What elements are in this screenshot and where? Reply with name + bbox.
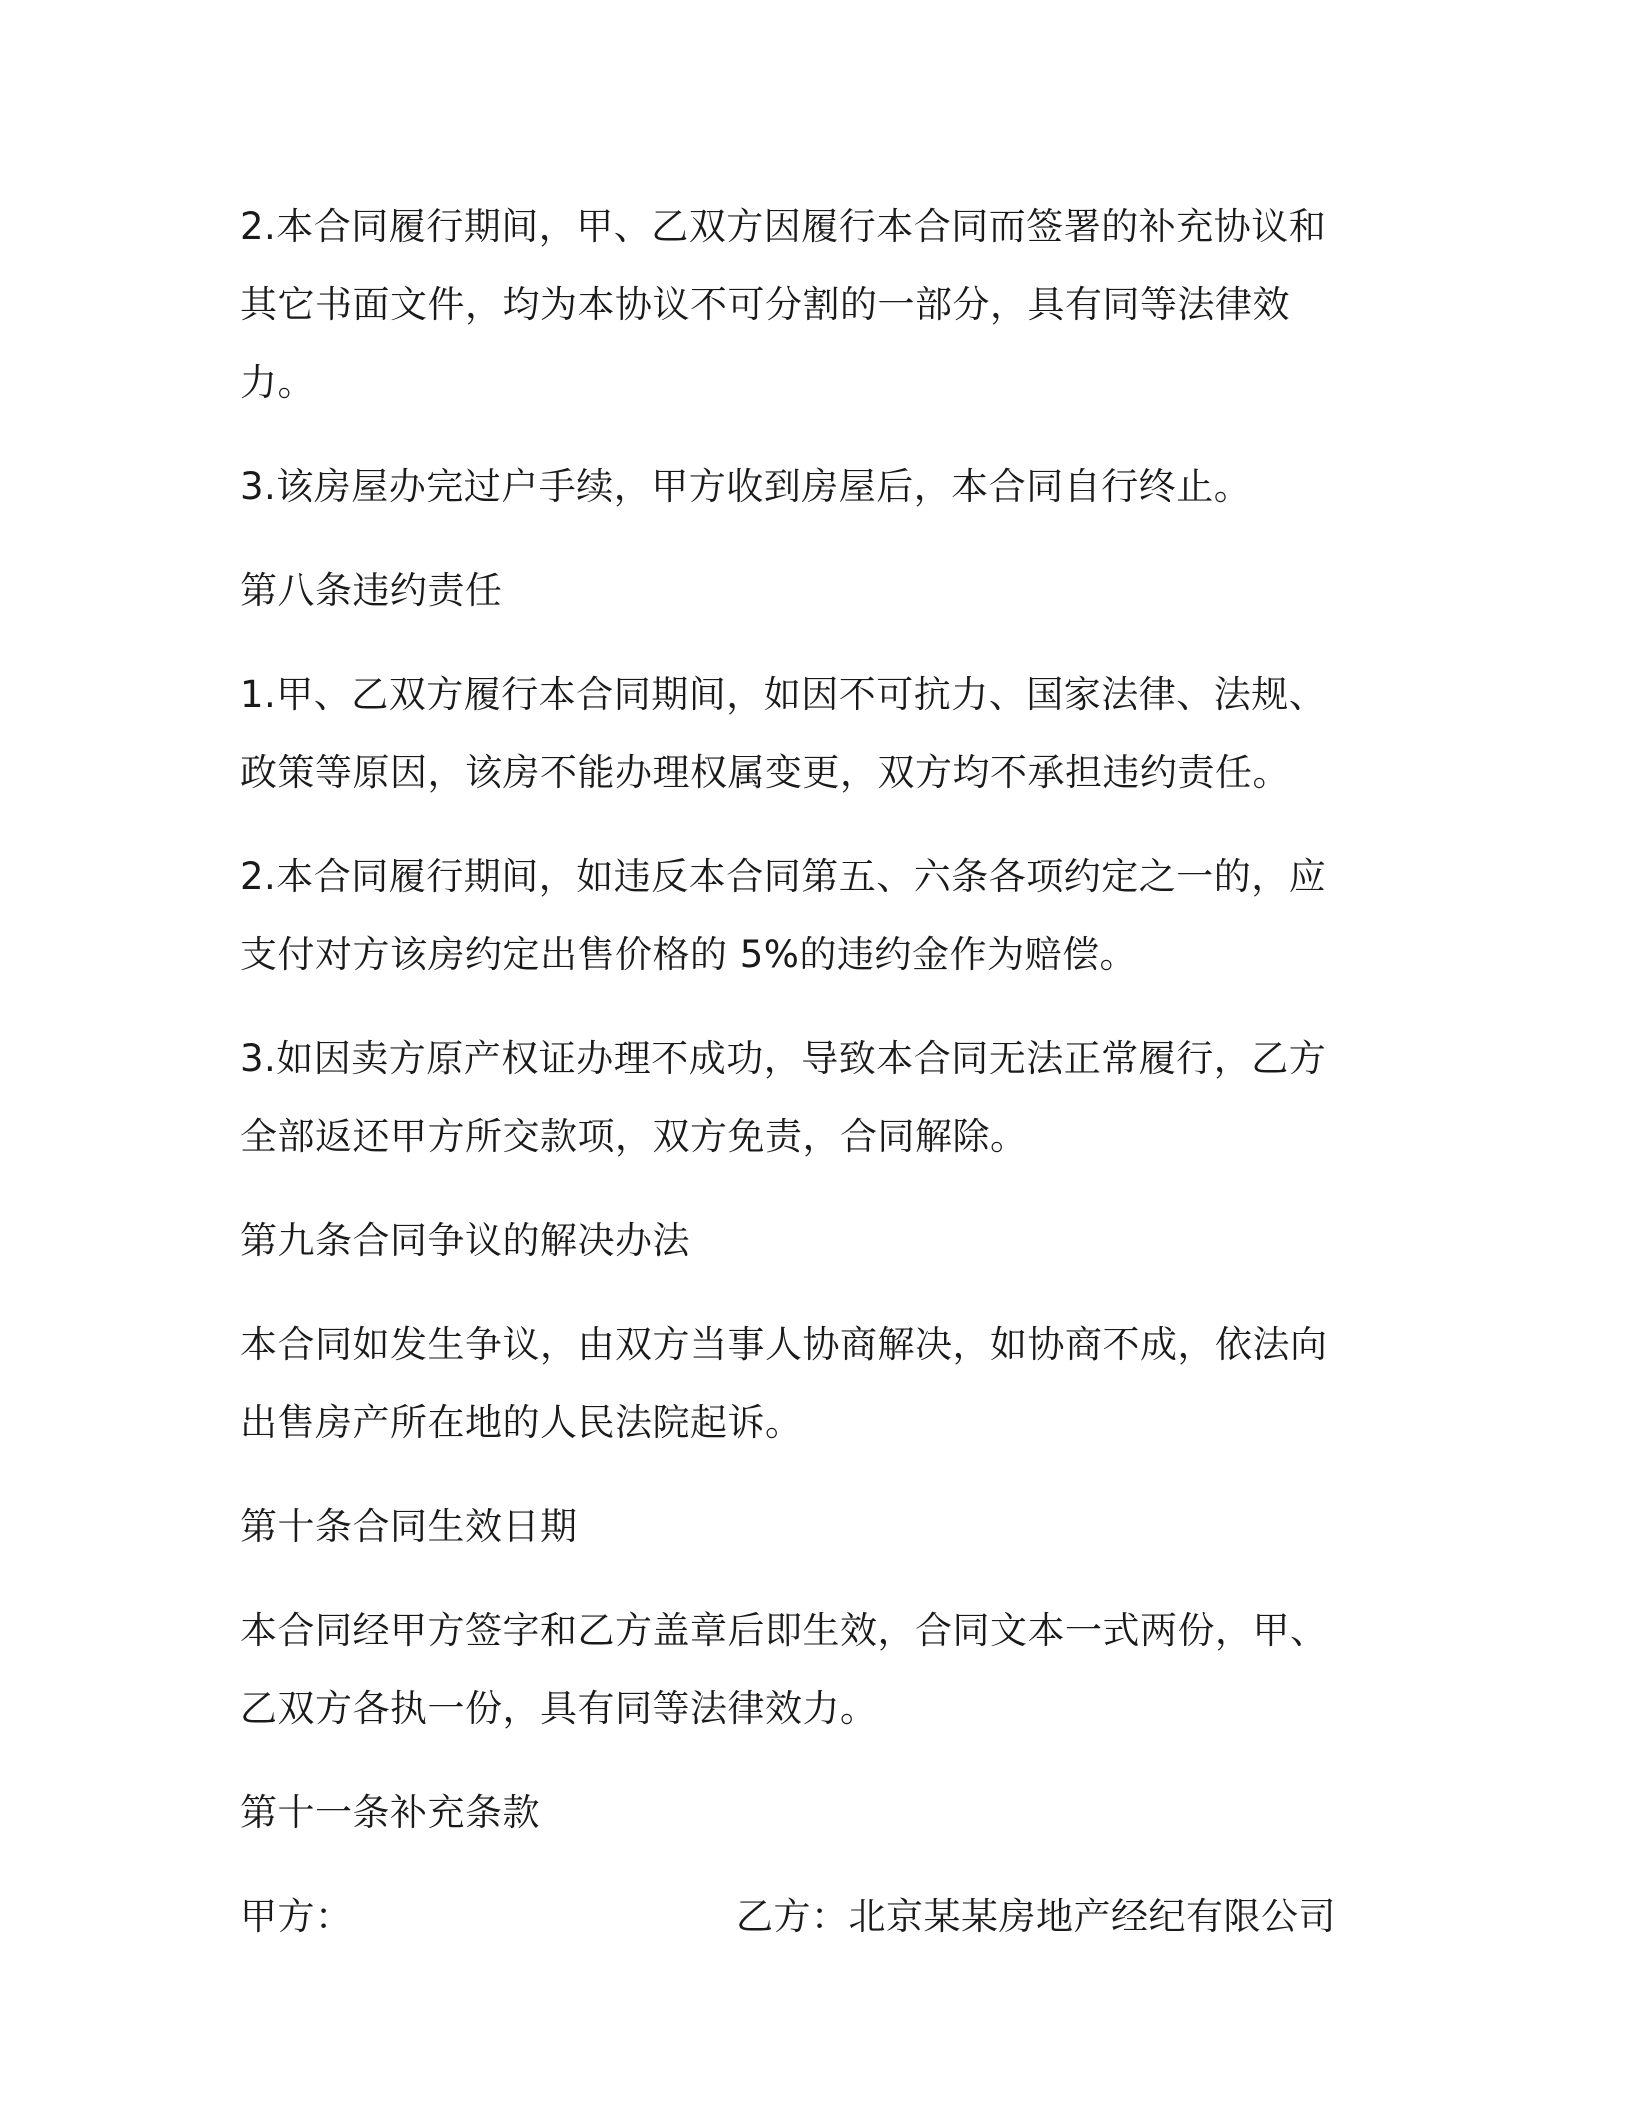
- clause-7-item-2: 2.本合同履行期间，甲、乙双方因履行本合同而签署的补充协议和其它书面文件，均为本协议不可分割的一部分，具有同等法律效力。: [240, 205, 1327, 404]
- clause-11-heading: 第十一条补充条款: [240, 1791, 540, 1834]
- document-body: [240, 188, 1360, 1956]
- party-a-label: 甲方：: [240, 1895, 353, 1938]
- clause-7-item-3: 3.该房屋办完过户手续，甲方收到房屋后，本合同自行终止。: [240, 465, 1252, 508]
- clause-8-heading: 第八条违约责任: [240, 569, 503, 612]
- clause-9-text: 本合同如发生争议，由双方当事人协商解决，如协商不成，依法向出售房产所在地的人民法院起诉。: [240, 1323, 1328, 1444]
- signature-row: [240, 1878, 1360, 1956]
- clause-8-item-3: 3.如因卖方原产权证办理不成功，导致本合同无法正常履行，乙方全部返还甲方所交款项，双方免责，合同解除。: [240, 1037, 1327, 1158]
- party-b-label: 乙方：北京某某房地产经纪有限公司: [736, 1895, 1336, 1938]
- clause-9-heading: 第九条合同争议的解决办法: [240, 1219, 690, 1262]
- clause-10-text: 本合同经甲方签字和乙方盖章后即生效，合同文本一式两份，甲、乙双方各执一份，具有同等法律效力。: [240, 1609, 1328, 1730]
- clause-8-item-2: 2.本合同履行期间，如违反本合同第五、六条各项约定之一的，应支付对方该房约定出售价格的 5%的违约金作为赔偿。: [240, 855, 1327, 976]
- clause-10-heading: 第十条合同生效日期: [240, 1505, 578, 1548]
- clause-8-item-1: 1.甲、乙双方履行本合同期间，如因不可抗力、国家法律、法规、政策等原因，该房不能办理权属变更，双方均不承担违约责任。: [240, 673, 1327, 794]
